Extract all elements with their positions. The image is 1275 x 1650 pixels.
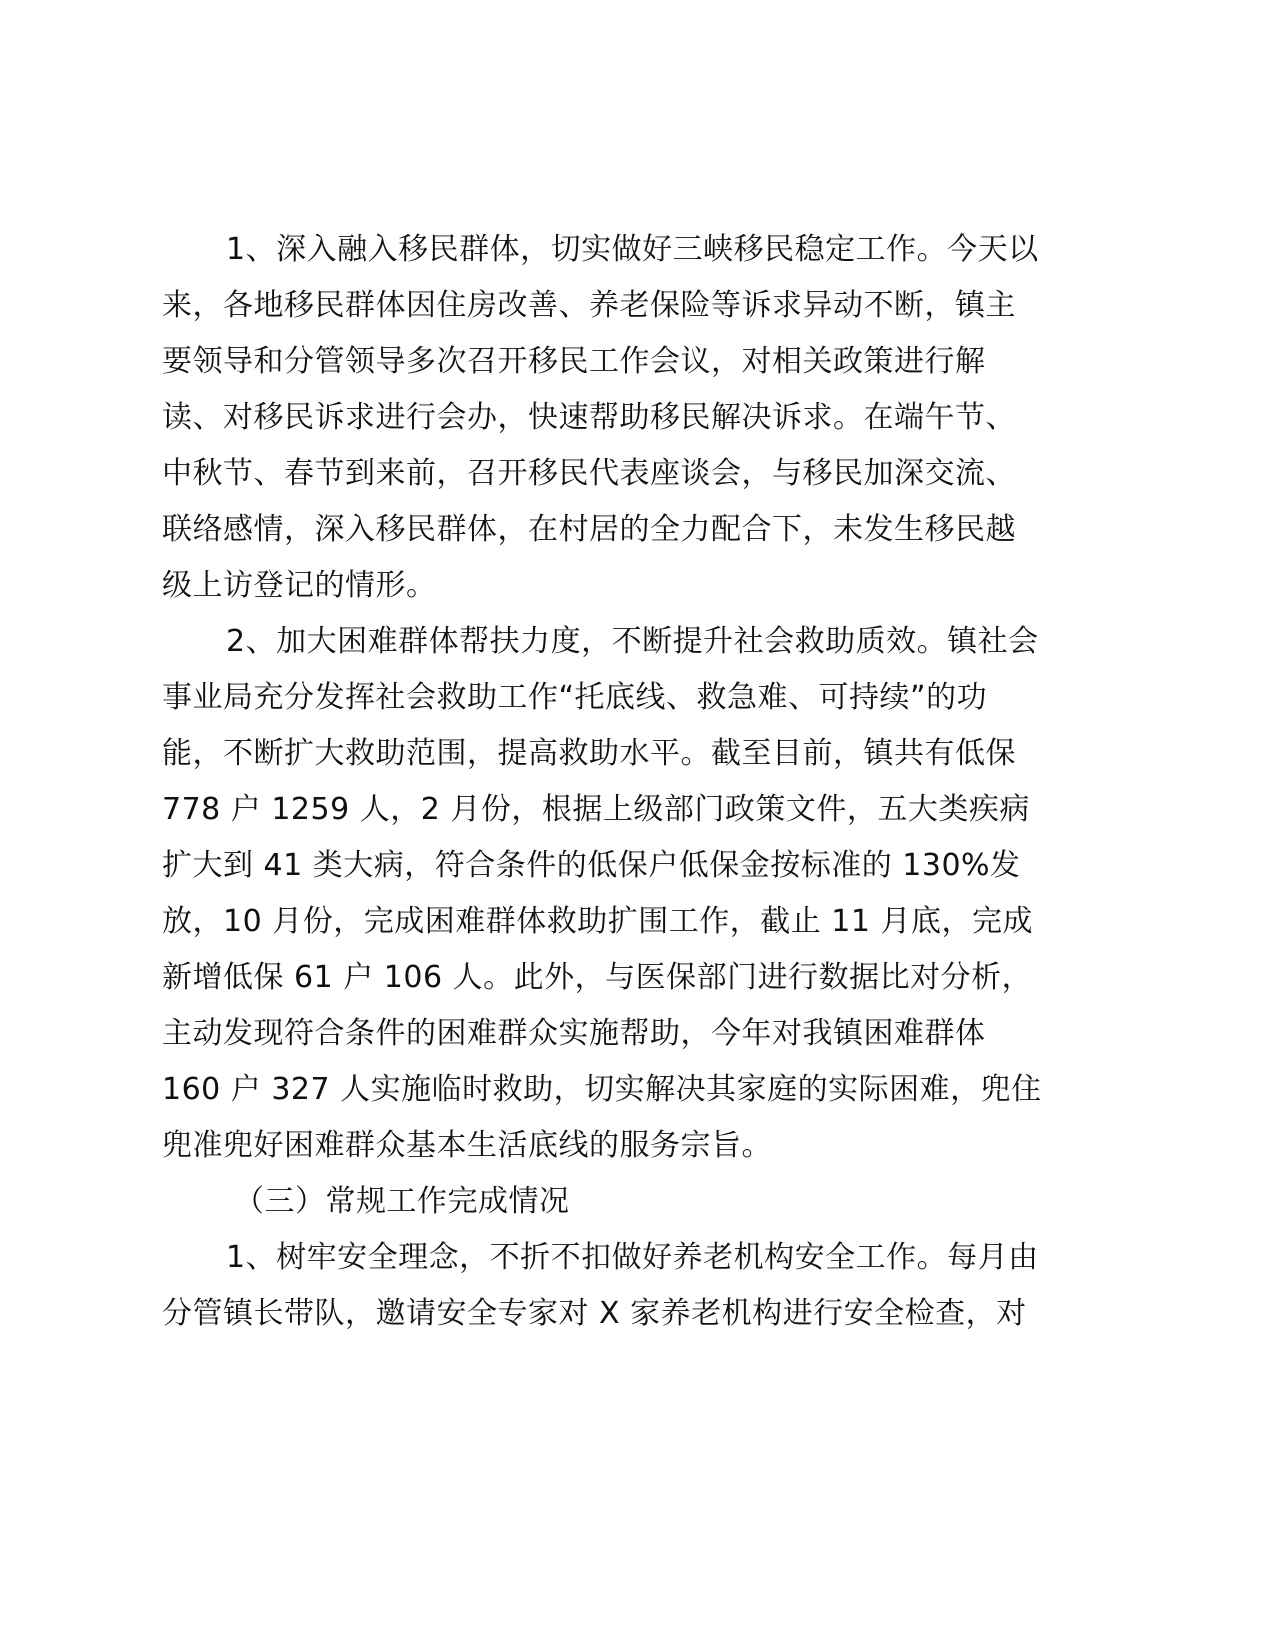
document-body [162, 222, 1120, 1342]
paragraph-2-line-3: 能，不断扩大救助范围，提高救助水平。截至目前，镇共有低保 [162, 736, 1016, 771]
paragraph-2-line-5: 扩大到 41 类大病，符合条件的低保户低保金按标准的 130%发 [162, 848, 1021, 883]
paragraph-1-line-3: 要领导和分管领导多次召开移民工作会议，对相关政策进行解 [162, 344, 986, 379]
paragraph-2-line-10: 兜准兜好困难群众基本生活底线的服务宗旨。 [162, 1128, 772, 1163]
paragraph-1-line-4: 读、对移民诉求进行会办，快速帮助移民解决诉求。在端午节、 [162, 400, 1016, 435]
section-heading: （三）常规工作完成情况 [234, 1184, 570, 1219]
paragraph-1-line-6: 联络感情，深入移民群体，在村居的全力配合下，未发生移民越 [162, 512, 1016, 547]
paragraph-2-line-2: 事业局充分发挥社会救助工作“托底线、救急难、可持续”的功 [162, 680, 988, 715]
paragraph-1-line-5: 中秋节、春节到来前，召开移民代表座谈会，与移民加深交流、 [162, 456, 1016, 491]
paragraph-2-line-6: 放，10 月份，完成困难群体救助扩围工作，截止 11 月底，完成 [162, 904, 1033, 939]
paragraph-2-line-8: 主动发现符合条件的困难群众实施帮助，今年对我镇困难群体 [162, 1016, 986, 1051]
paragraph-3-line-1: 1、树牢安全理念，不折不扣做好养老机构安全工作。每月由 [226, 1240, 1039, 1275]
paragraph-2-line-1: 2、加大困难群体帮扶力度，不断提升社会救助质效。镇社会 [226, 624, 1039, 659]
paragraph-2-line-9: 160 户 327 人实施临时救助，切实解决其家庭的实际困难，兜住 [162, 1072, 1042, 1107]
paragraph-1-line-1: 1、深入融入移民群体，切实做好三峡移民稳定工作。今天以 [226, 232, 1039, 267]
paragraph-1-line-7: 级上访登记的情形。 [162, 568, 437, 603]
paragraph-3-line-2: 分管镇长带队，邀请安全专家对 X 家养老机构进行安全检查，对 [162, 1296, 1027, 1331]
paragraph-1-line-2: 来，各地移民群体因住房改善、养老保险等诉求异动不断，镇主 [162, 288, 1016, 323]
paragraph-2-line-7: 新增低保 61 户 106 人。此外，与医保部门进行数据比对分析， [162, 960, 1033, 995]
paragraph-2-line-4: 778 户 1259 人，2 月份，根据上级部门政策文件，五大类疾病 [162, 792, 1030, 827]
